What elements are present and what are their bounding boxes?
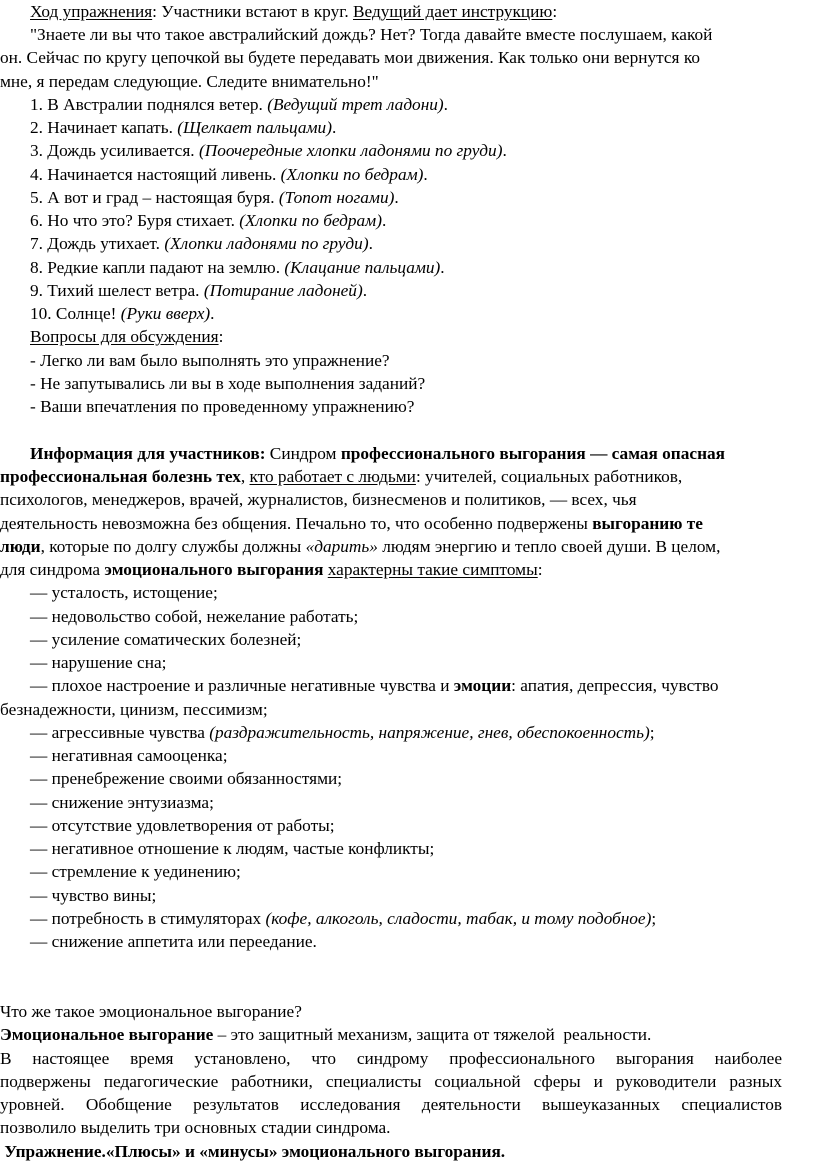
- paragraph-line: позволило выделить три основных стадии синдрома.: [0, 1118, 391, 1137]
- info-line: люди, которые по долгу службы должны «дарить» людям энергию и тепло своей души. В целом,: [0, 537, 721, 556]
- step-line: 3. Дождь усиливается. (Поочередные хлопки ладонями по груди).: [30, 141, 507, 160]
- step-line: 5. А вот и град – настоящая буря. (Топот ногами).: [30, 188, 399, 207]
- section-question: Что же такое эмоциональное выгорание?: [0, 1002, 302, 1021]
- symptom-item: — чувство вины;: [30, 886, 157, 905]
- step-line: 2. Начинает капать. (Щелкает пальцами).: [30, 118, 337, 137]
- symptom-item: — негативное отношение к людям, частые конфликты;: [30, 839, 435, 858]
- paragraph-line: подвержены педагогические работники, специалисты социальной сферы и руководители разных: [0, 1072, 782, 1091]
- intro-line: он. Сейчас по кругу цепочкой вы будете передавать мои движения. Как только они вернутся ко: [0, 48, 700, 67]
- symptom-item: — усиление соматических болезней;: [30, 630, 302, 649]
- symptom-item: — отсутствие удовлетворения от работы;: [30, 816, 335, 835]
- definition-line: Эмоциональное выгорание – это защитный механизм, защита от тяжелой реальности.: [0, 1025, 652, 1044]
- symptom-item: — потребность в стимуляторах (кофе, алкоголь, сладости, табак, и тому подобное);: [30, 909, 657, 928]
- info-line: деятельность невозможна без общения. Печально то, что особенно подвержены выгоранию те: [0, 514, 703, 533]
- discussion-question: - Ваши впечатления по проведенному упражнению?: [30, 397, 415, 416]
- symptom-item: — снижение аппетита или переедание.: [30, 932, 317, 951]
- discussion-heading: Вопросы для обсуждения:: [30, 327, 224, 346]
- exercise-title: Упражнение.«Плюсы» и «минусы» эмоционального выгорания.: [0, 1142, 506, 1161]
- discussion-question: - Легко ли вам было выполнять это упражнение?: [30, 351, 390, 370]
- symptom-item: — негативная самооценка;: [30, 746, 228, 765]
- course-label: Ход упражнения: [30, 2, 153, 21]
- symptom-item: — плохое настроение и различные негативные чувства и эмоции: апатия, депрессия, чувство: [30, 676, 719, 695]
- info-line: Информация для участников: Синдром профессионального выгорания — самая опасная: [30, 444, 726, 463]
- symptom-item: — снижение энтузиазма;: [30, 793, 214, 812]
- symptom-item: — нарушение сна;: [30, 653, 167, 672]
- info-line: для синдрома эмоционального выгорания характерны такие симптомы:: [0, 560, 543, 579]
- intro-line: мне, я передам следующие. Следите внимательно!": [0, 72, 379, 91]
- info-line: психологов, менеджеров, врачей, журналистов, бизнесменов и политиков, — всех, чья: [0, 490, 637, 509]
- info-line: профессиональная болезнь тех, кто работает с людьми: учителей, социальных работников,: [0, 467, 683, 486]
- symptom-item: — агрессивные чувства (раздражительность, напряжение, гнев, обеспокоенность);: [30, 723, 655, 742]
- symptom-item: — стремление к уединению;: [30, 862, 241, 881]
- paragraph-line: уровней. Обобщение результатов исследования деятельности вышеуказанных специалистов: [0, 1095, 782, 1114]
- discussion-question: - Не запутывались ли вы в ходе выполнения заданий?: [30, 374, 426, 393]
- step-line: 10. Солнце! (Руки вверх).: [30, 304, 215, 323]
- step-line: 4. Начинается настоящий ливень. (Хлопки по бедрам).: [30, 165, 428, 184]
- paragraph-line: В настоящее время установлено, что синдрому профессионального выгорания наиболее: [0, 1049, 782, 1068]
- step-line: 7. Дождь утихает. (Хлопки ладонями по груди).: [30, 234, 373, 253]
- step-line: 6. Но что это? Буря стихает. (Хлопки по бедрам).: [30, 211, 387, 230]
- intro-line: "Знаете ли вы что такое австралийский дождь? Нет? Тогда давайте вместе послушаем, какой: [30, 25, 713, 44]
- symptom-item: — усталость, истощение;: [30, 583, 218, 602]
- step-line: 1. В Австралии поднялся ветер. (Ведущий трет ладони).: [30, 95, 448, 114]
- symptom-item-cont: безнадежности, цинизм, пессимизм;: [0, 700, 268, 719]
- step-line: 9. Тихий шелест ветра. (Потирание ладоней).: [30, 281, 368, 300]
- leader-label: Ведущий дает инструкцию: [352, 2, 553, 21]
- symptom-item: — пренебрежение своими обязанностями;: [30, 769, 343, 788]
- course-line: Ход упражнения: Участники встают в круг. Ведущий дает инструкцию:: [30, 2, 558, 21]
- symptom-item: — недовольство собой, нежелание работать;: [30, 607, 359, 626]
- step-line: 8. Редкие капли падают на землю. (Клацание пальцами).: [30, 258, 445, 277]
